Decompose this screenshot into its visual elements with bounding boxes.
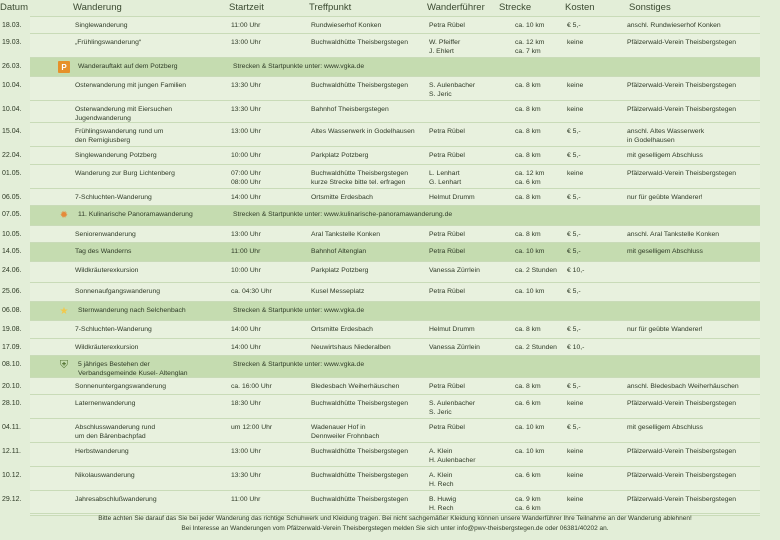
row-guide: A. Klein H. Aulenbacher xyxy=(429,448,476,464)
row-distance: ca. 2 Stunden xyxy=(515,344,557,351)
row-date: 15.04. xyxy=(2,128,22,135)
row-date: 04.11. xyxy=(2,424,21,431)
row-date: 10.04. xyxy=(2,82,22,89)
row-cost: € 5,- xyxy=(567,326,581,333)
table-row xyxy=(2,189,760,206)
row-date: 06.05. xyxy=(2,194,22,201)
row-hike-name: Sternwanderung nach Selchenbach xyxy=(78,307,186,314)
row-distance: ca. 8 km xyxy=(515,231,541,238)
row-start-time: 07:00 Uhr 08:00 Uhr xyxy=(231,170,261,186)
row-meeting-point: Bahnhof Theisbergstegen xyxy=(311,106,389,113)
row-distance: ca. 12 km ca. 7 km xyxy=(515,39,545,55)
table-row xyxy=(2,467,760,491)
row-date: 20.10. xyxy=(2,383,22,390)
row-meeting-point: Kusel Messeplatz xyxy=(311,288,365,295)
row-notes: mit geselligem Abschluss xyxy=(627,424,703,431)
row-hike-name: Sonnenaufgangswanderung xyxy=(75,288,161,295)
row-cost: keine xyxy=(567,400,584,407)
row-distance: ca. 8 km xyxy=(515,326,541,333)
row-notes: Pfälzerwald-Verein Theisbergstegen xyxy=(627,82,737,89)
table-row xyxy=(2,283,760,302)
row-guide: Vanessa Zürrlein xyxy=(429,267,480,274)
row-guide: S. Aulenbacher S. Jeric xyxy=(429,82,476,98)
row-hike-name: Sonnenuntergangswanderung xyxy=(75,383,167,390)
row-distance: ca. 12 km ca. 6 km xyxy=(515,170,545,186)
row-start-time: 11:00 Uhr xyxy=(231,248,261,255)
row-date: 07.05. xyxy=(2,211,22,218)
row-notes: Pfälzerwald-Verein Theisbergstegen xyxy=(627,472,737,479)
row-distance: ca. 6 km xyxy=(515,400,541,407)
row-hike-name: Osterwanderung mit jungen Familien xyxy=(75,82,187,89)
row-start-time: 11:00 Uhr xyxy=(231,496,261,503)
row-cost: keine xyxy=(567,106,584,113)
row-meeting-point: Wadenauer Hof in Dennweiler Frohnbach xyxy=(311,424,380,440)
row-start-time: 10:00 Uhr xyxy=(231,267,261,274)
row-guide: W. Pfeiffer J. Ehlert xyxy=(429,39,461,55)
row-distance: ca. 8 km xyxy=(515,82,541,89)
row-notes: anschl. Bledesbach Weiherhäuschen xyxy=(627,383,739,390)
row-distance: ca. 10 km xyxy=(515,248,545,255)
row-notes: Pfälzerwald-Verein Theisbergstegen xyxy=(627,39,737,46)
row-cost: € 5,- xyxy=(567,424,581,431)
row-start-time: um 12:00 Uhr xyxy=(231,424,273,431)
star-icon: ★ xyxy=(59,305,69,317)
footer-line-1: Bitte achten Sie darauf das Sie bei jeder Wanderung das richtige Schuhwerk und Kleidung tragen. Bei nicht sachgemäßer Kleidung können unsere Wanderführer Ihre Teilnahme an der Wanderung ablehnen! xyxy=(98,515,692,522)
row-hike-name: 7-Schluchten-Wanderung xyxy=(75,194,152,201)
row-start-time: 13:00 Uhr xyxy=(231,231,261,238)
table-row xyxy=(2,101,760,123)
row-hike-name: 7-Schluchten-Wanderung xyxy=(75,326,152,333)
schedule-rows xyxy=(0,16,780,516)
row-date: 25.06. xyxy=(2,288,22,295)
row-meeting-point: Bledesbach Weiherhäuschen xyxy=(311,383,400,390)
row-hike-name: 5 jähriges Bestehen der Verbandsgemeinde Kusel- Altenglan xyxy=(78,361,188,377)
row-notes: anschl. Aral Tankstelle Konken xyxy=(627,231,720,238)
row-meeting-point: Neuwirtshaus Niederalben xyxy=(311,344,391,351)
potzberg-logo-icon: P xyxy=(58,61,70,73)
row-notes: Pfälzerwald-Verein Theisbergstegen xyxy=(627,106,737,113)
row-date: 06.08. xyxy=(2,307,22,314)
col-datum: Datum xyxy=(0,2,28,13)
row-notes: mit geselligem Abschluss xyxy=(627,152,703,159)
row-distance: ca. 8 km xyxy=(515,106,541,113)
footer-note xyxy=(30,513,760,534)
row-cost: € 5,- xyxy=(567,383,581,390)
row-date: 14.05. xyxy=(2,248,22,255)
row-hike-name: Wanderung zur Burg Lichtenberg xyxy=(75,170,175,177)
row-cost: keine xyxy=(567,472,584,479)
row-date: 26.03. xyxy=(2,63,22,70)
row-date: 08.10. xyxy=(2,361,22,368)
row-distance: ca. 8 km xyxy=(515,128,541,135)
table-row xyxy=(2,419,760,443)
table-row xyxy=(2,58,760,77)
row-notes: Pfälzerwald-Verein Theisbergstegen xyxy=(627,400,737,407)
row-distance: ca. 10 km xyxy=(515,448,545,455)
row-info: Strecken & Startpunkte unter: www.vgka.de xyxy=(233,63,365,70)
row-hike-name: Abschlusswanderung rund um den Bärenbachpfad xyxy=(75,424,156,440)
row-start-time: 11:00 Uhr xyxy=(231,22,261,29)
sun-icon: ✹ xyxy=(59,209,69,221)
col-strecke: Strecke xyxy=(499,2,532,13)
row-cost: € 10,- xyxy=(567,267,585,274)
row-hike-name: Wildkräuterexkursion xyxy=(75,267,139,274)
row-guide: Petra Rübel xyxy=(429,248,465,255)
row-guide: Petra Rübel xyxy=(429,231,465,238)
table-row xyxy=(2,339,760,356)
table-row xyxy=(2,356,760,378)
row-date: 28.10. xyxy=(2,400,22,407)
col-wanderfuehrer: Wanderführer xyxy=(427,2,485,13)
row-hike-name: Herbstwanderung xyxy=(75,448,129,455)
row-cost: € 5,- xyxy=(567,152,581,159)
row-distance: ca. 8 km xyxy=(515,194,541,201)
row-notes: anschl. Rundwieserhof Konken xyxy=(627,22,721,29)
col-wanderung: Wanderung xyxy=(73,2,122,13)
row-cost: € 10,- xyxy=(567,344,585,351)
row-guide: L. Lenhart G. Lenhart xyxy=(429,170,462,186)
row-guide: Helmut Drumm xyxy=(429,326,475,333)
row-date: 10.05. xyxy=(2,231,22,238)
row-hike-name: 11. Kulinarische Panoramawanderung xyxy=(78,211,193,218)
coat-of-arms-icon: ⛨ xyxy=(59,358,69,371)
row-hike-name: „Frühlingswanderung“ xyxy=(75,39,142,46)
row-hike-name: Wildkräuterexkursion xyxy=(75,344,139,351)
row-guide: Petra Rübel xyxy=(429,22,465,29)
row-meeting-point: Buchwaldhütte Theisbergstegen kurze Strecke bitte tel. erfragen xyxy=(311,170,408,186)
row-meeting-point: Altes Wasserwerk in Godelhausen xyxy=(311,128,415,135)
row-hike-name: Jahresabschlußwanderung xyxy=(75,496,157,503)
row-date: 29.12. xyxy=(2,496,22,503)
row-cost: keine xyxy=(567,170,584,177)
row-hike-name: Laternenwanderung xyxy=(75,400,136,407)
footer-line-2: Bei Interesse an Wanderungen vom Pfälzerwald-Verein Theisbergstegen melden Sie sich unter info@pwv-theisbergstegen.de oder 06381/40202 an. xyxy=(181,525,609,532)
row-date: 18.03. xyxy=(2,22,22,29)
row-hike-name: Nikolauswanderung xyxy=(75,472,135,479)
col-startzeit: Startzeit xyxy=(229,2,264,13)
table-row xyxy=(2,395,760,419)
row-cost: € 5,- xyxy=(567,22,581,29)
row-guide: Petra Rübel xyxy=(429,128,465,135)
row-meeting-point: Buchwaldhütte Theisbergstegen xyxy=(311,400,408,407)
table-row xyxy=(2,302,760,321)
row-notes: anschl. Altes Wasserwerk in Godelhausen xyxy=(627,128,705,144)
table-row xyxy=(2,321,760,339)
table-row xyxy=(2,378,760,395)
row-notes: nur für geübte Wanderer! xyxy=(627,326,703,333)
row-start-time: 14:00 Uhr xyxy=(231,194,261,201)
row-distance: ca. 8 km xyxy=(515,383,541,390)
row-guide: Petra Rübel xyxy=(429,424,465,431)
row-notes: Pfälzerwald-Verein Theisbergstegen xyxy=(627,170,737,177)
row-guide: Helmut Drumm xyxy=(429,194,475,201)
table-row xyxy=(2,226,760,243)
row-meeting-point: Buchwaldhütte Theisbergstegen xyxy=(311,82,408,89)
row-start-time: ca. 04:30 Uhr xyxy=(231,288,272,295)
row-cost: € 5,- xyxy=(567,128,581,135)
row-hike-name: Tag des Wanderns xyxy=(75,248,132,255)
row-meeting-point: Rundwieserhof Konken xyxy=(311,22,382,29)
row-guide: A. Klein H. Rech xyxy=(429,472,454,488)
row-cost: keine xyxy=(567,496,584,503)
row-start-time: 13:30 Uhr xyxy=(231,82,261,89)
row-date: 10.04. xyxy=(2,106,22,113)
row-distance: ca. 9 km ca. 6 km xyxy=(515,496,541,512)
row-cost: € 5,- xyxy=(567,231,581,238)
row-hike-name: Singlewanderung xyxy=(75,22,128,29)
row-cost: € 5,- xyxy=(567,248,581,255)
row-start-time: 18:30 Uhr xyxy=(231,400,261,407)
row-hike-name: Wanderauftakt auf dem Potzberg xyxy=(78,63,178,70)
row-meeting-point: Ortsmitte Erdesbach xyxy=(311,194,373,201)
row-info: Strecken & Startpunkte unter: www.kulinarische-panoramawanderung.de xyxy=(233,211,453,218)
table-row xyxy=(2,123,760,147)
row-guide: Petra Rübel xyxy=(429,383,465,390)
row-meeting-point: Aral Tankstelle Konken xyxy=(311,231,381,238)
row-date: 01.05. xyxy=(2,170,22,177)
row-date: 19.08. xyxy=(2,326,22,333)
row-hike-name: Seniorenwanderung xyxy=(75,231,136,238)
row-start-time: 13:00 Uhr xyxy=(231,448,261,455)
row-notes: Pfälzerwald-Verein Theisbergstegen xyxy=(627,448,737,455)
row-start-time: 13:30 Uhr xyxy=(231,472,261,479)
row-start-time: 10:00 Uhr xyxy=(231,152,261,159)
row-meeting-point: Buchwaldhütte Theisbergstegen xyxy=(311,472,408,479)
row-distance: ca. 10 km xyxy=(515,22,545,29)
row-start-time: 13:00 Uhr xyxy=(231,128,261,135)
row-notes: mit geselligem Abschluss xyxy=(627,248,703,255)
row-info: Strecken & Startpunkte unter: www.vgka.de xyxy=(233,307,365,314)
row-distance: ca. 6 km xyxy=(515,472,541,479)
row-distance: ca. 10 km xyxy=(515,424,545,431)
row-cost: € 5,- xyxy=(567,288,581,295)
row-cost: keine xyxy=(567,448,584,455)
row-guide: Petra Rübel xyxy=(429,288,465,295)
row-start-time: 14:00 Uhr xyxy=(231,326,261,333)
col-sonstiges: Sonstiges xyxy=(629,2,671,13)
table-row xyxy=(2,262,760,283)
table-row xyxy=(2,165,760,189)
row-info: Strecken & Startpunkte unter: www.vgka.de xyxy=(233,361,365,368)
table-row xyxy=(2,147,760,165)
table-row xyxy=(2,443,760,467)
row-start-time: 13:00 Uhr xyxy=(231,39,261,46)
row-date: 10.12. xyxy=(2,472,22,479)
row-guide: Petra Rübel xyxy=(429,152,465,159)
row-guide: S. Aulenbacher S. Jeric xyxy=(429,400,476,416)
row-meeting-point: Buchwaldhütte Theisbergstegen xyxy=(311,448,408,455)
row-date: 19.03. xyxy=(2,39,22,46)
row-start-time: ca. 16:00 Uhr xyxy=(231,383,272,390)
row-meeting-point: Bahnhof Altenglan xyxy=(311,248,367,255)
row-distance: ca. 2 Stunden xyxy=(515,267,557,274)
row-meeting-point: Parkplatz Potzberg xyxy=(311,152,369,159)
row-start-time: 14:00 Uhr xyxy=(231,344,261,351)
table-row xyxy=(2,206,760,226)
row-start-time: 13:30 Uhr xyxy=(231,106,261,113)
row-guide: B. Huwig H. Rech xyxy=(429,496,457,512)
row-cost: € 5,- xyxy=(567,194,581,201)
col-kosten: Kosten xyxy=(565,2,595,13)
table-row xyxy=(2,77,760,101)
row-date: 17.09. xyxy=(2,344,22,351)
row-notes: Pfälzerwald-Verein Theisbergstegen xyxy=(627,496,737,503)
row-date: 24.06. xyxy=(2,267,22,274)
table-row xyxy=(2,16,760,34)
row-cost: keine xyxy=(567,39,584,46)
row-date: 22.04. xyxy=(2,152,22,159)
row-date: 12.11. xyxy=(2,448,21,455)
table-row xyxy=(2,34,760,58)
row-meeting-point: Buchwaldhütte Theisbergstegen xyxy=(311,496,408,503)
row-hike-name: Singlewanderung Potzberg xyxy=(75,152,157,159)
table-row xyxy=(2,243,760,262)
row-distance: ca. 8 km xyxy=(515,152,541,159)
row-meeting-point: Buchwaldhütte Theisbergstegen xyxy=(311,39,408,46)
table-header xyxy=(0,0,780,16)
row-hike-name: Osterwanderung mit Eiersuchen Jugendwanderung xyxy=(75,106,173,122)
row-notes: nur für geübte Wanderer! xyxy=(627,194,703,201)
row-meeting-point: Parkplatz Potzberg xyxy=(311,267,369,274)
row-meeting-point: Ortsmitte Erdesbach xyxy=(311,326,373,333)
row-distance: ca. 10 km xyxy=(515,288,545,295)
row-hike-name: Frühlingswanderung rund um den Remigiusberg xyxy=(75,128,164,144)
row-guide: Vanessa Zürrlein xyxy=(429,344,480,351)
row-cost: keine xyxy=(567,82,584,89)
col-treffpunkt: Treffpunkt xyxy=(309,2,352,13)
